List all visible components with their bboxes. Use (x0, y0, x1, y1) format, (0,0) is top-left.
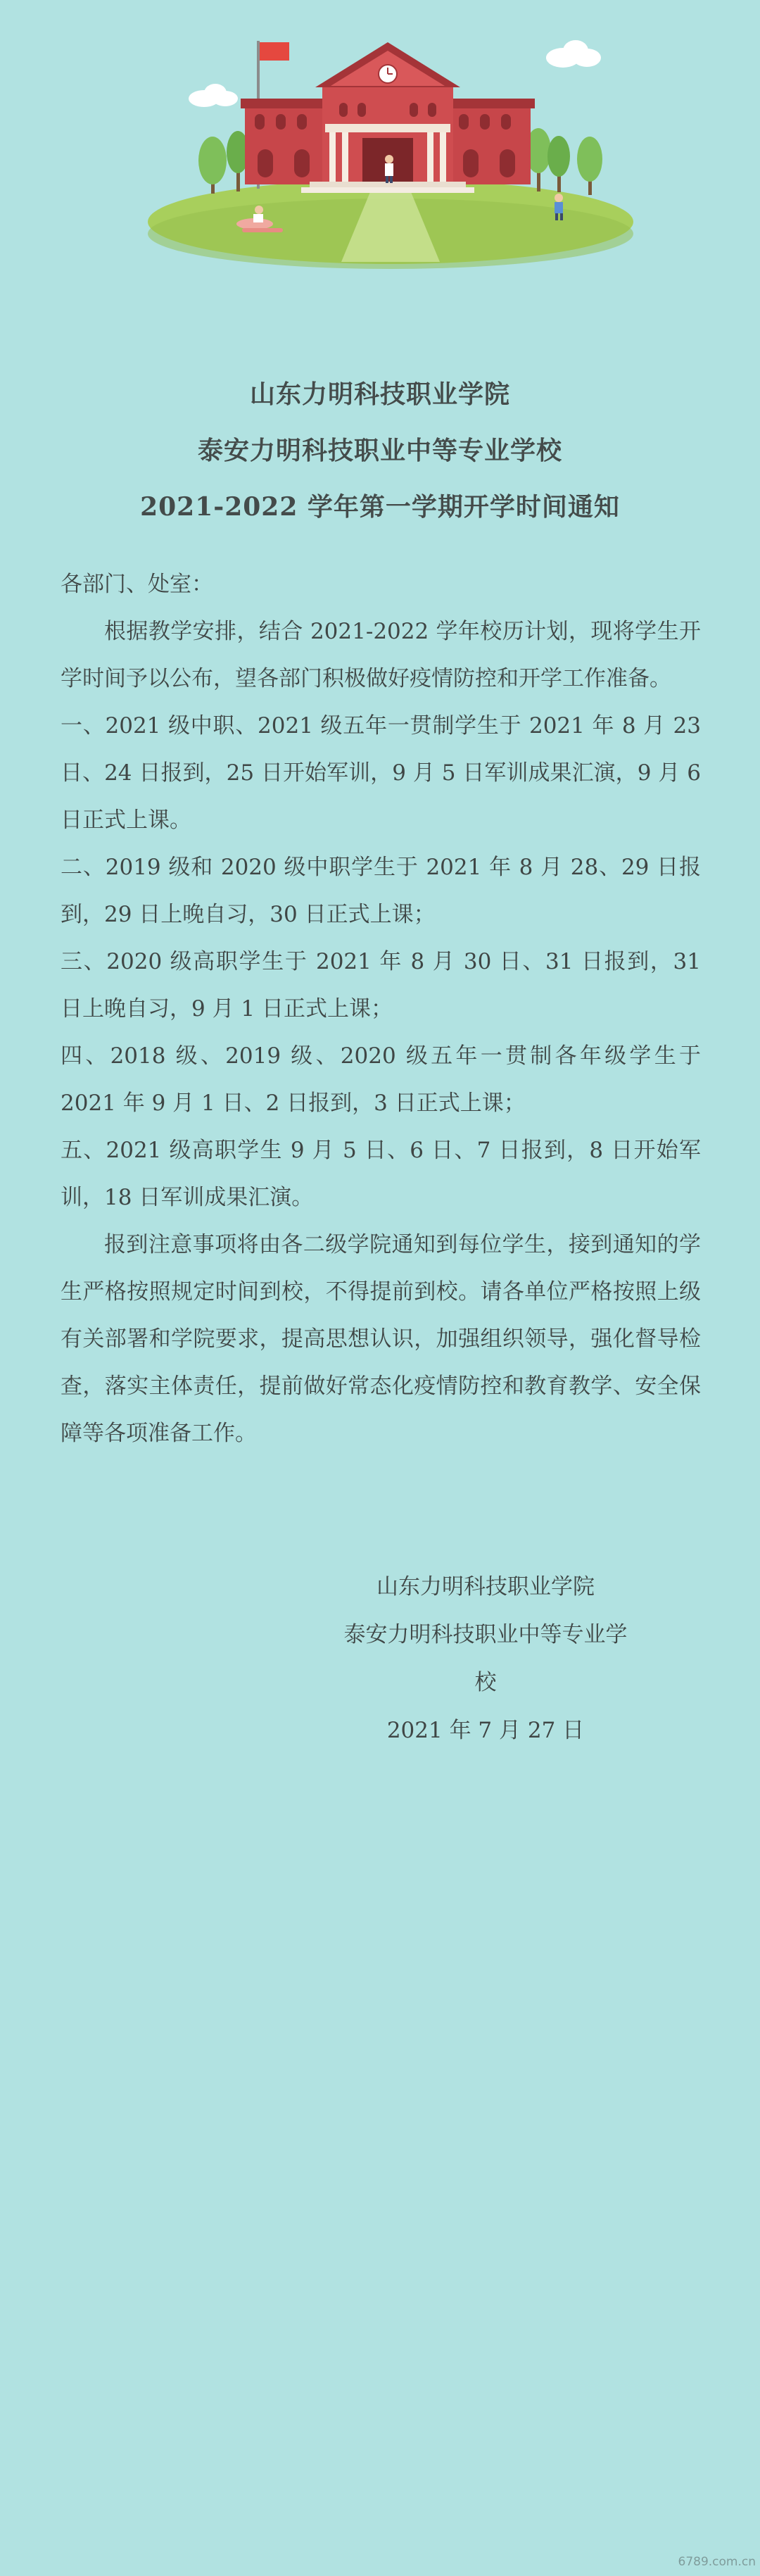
paragraph-item-1: 一、2021 级中职、2021 级五年一贯制学生于 2021 年 8 月 23 日、24 日报到，25 日开始军训，9 月 5 日军训成果汇演，9 月 6 日正式上课。 (61, 713, 701, 833)
tree-icon (547, 136, 570, 192)
notice-title (0, 366, 760, 535)
title-notice-heading: 2021-2022 学年第一学期开学时间通知 (140, 492, 620, 522)
signature-org-2: 泰安力明科技职业中等专业学校 (343, 1622, 628, 1695)
paragraph-item-4: 四、2018 级、2019 级、2020 级五年一贯制各年级学生于 2021 年 9 月 1 日、2 日报到，3 日正式上课； (61, 1043, 701, 1116)
signature-block (338, 1563, 633, 1754)
tree-icon (577, 137, 602, 195)
cloud-icon (546, 40, 601, 68)
paragraph-item-3: 三、2020 级高职学生于 2021 年 8 月 30 日、31 日报到，31 日上晚自习，9 月 1 日正式上课； (61, 949, 701, 1022)
watermark: 6789.com.cn (678, 2555, 756, 2569)
notice-body (61, 561, 701, 1457)
title-school-name: 山东力明科技职业学院 (249, 379, 510, 409)
tree-icon (198, 137, 227, 194)
paragraph-intro: 根据教学安排，结合 2021-2022 学年校历计划，现将学生开学时间予以公布，望各部门积极做好疫情防控和开学工作准备。 (61, 619, 701, 691)
greeting: 各部门、处室： (61, 572, 213, 597)
signature-org-1: 山东力明科技职业学院 (376, 1574, 595, 1600)
paragraph-item-2: 二、2019 级和 2020 级中职学生于 2021 年 8 月 28、29 日报到，29 日上晚自习，30 日正式上课； (61, 855, 701, 927)
paragraph-closing: 报到注意事项将由各二级学院通知到每位学生，接到通知的学生严格按照规定时间到校，不得提前到校。请各单位严格按照上级有关部署和学院要求，提高思想认识，加强组织领导，强化督导检查，落实主体责任，提前做好常态化疫情防控和教育教学、安全保障等各项准备工作。 (61, 1232, 701, 1446)
school-building-illustration (0, 0, 760, 282)
title-secondary-school-name: 泰安力明科技职业中等专业学校 (197, 436, 562, 465)
signature-date: 2021 年 7 月 27 日 (386, 1718, 585, 1743)
cloud-icon (189, 84, 238, 107)
paragraph-item-5: 五、2021 级高职学生 9 月 5 日、6 日、7 日报到，8 日开始军训，18 日军训成果汇演。 (61, 1138, 701, 1210)
